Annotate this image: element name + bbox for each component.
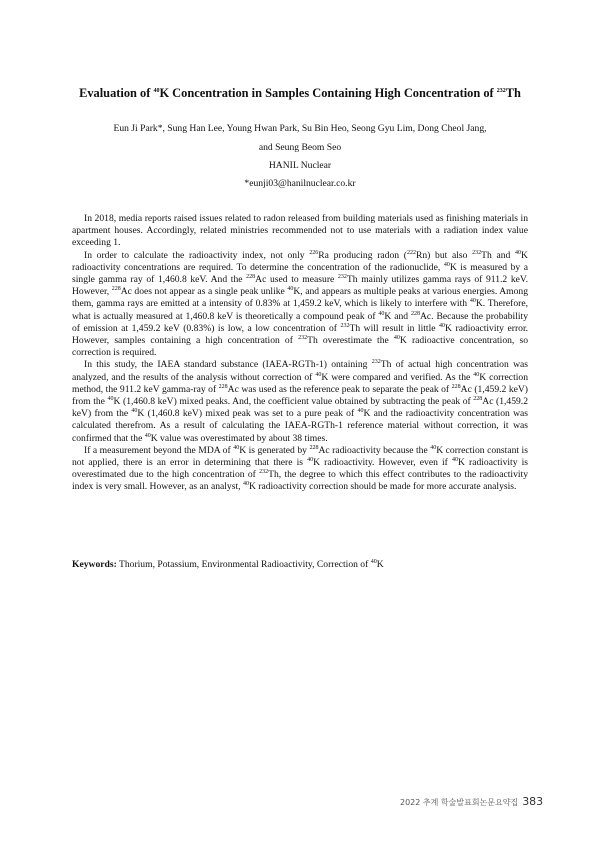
superscript: 228	[473, 395, 483, 402]
text-run: Ac (1,459.2 keV) from the	[72, 383, 528, 408]
text-run: Th and	[481, 249, 516, 261]
superscript: 232	[472, 249, 482, 256]
text-run: K radioactivity correction should be made for more accurate analysis.	[248, 481, 517, 493]
superscript: 228	[218, 383, 228, 390]
paper-title	[40, 86, 560, 101]
keywords-superscript: 40	[370, 558, 377, 565]
text-run: Th, the degree to which this effect contributes to the radioactivity index is very small. However, as an analyst,	[72, 469, 528, 493]
affiliation: HANIL Nuclear	[268, 160, 332, 171]
text-run: Ac. Because the probability of emission at 1,459.2 keV (0.83%) is low, a low concentration of	[72, 310, 529, 334]
superscript: 40	[144, 432, 151, 439]
text-run: Ac does not appear as a single peak unlike	[120, 286, 288, 298]
title-text: K Concentration in Samples Containing High Concentration of	[159, 86, 497, 100]
keywords-end: K	[376, 559, 384, 570]
text-run: K radioactivity. However, even if	[313, 457, 452, 469]
keywords	[72, 559, 528, 570]
page-number: 383	[522, 795, 544, 808]
title-superscript: 232	[496, 87, 506, 94]
text-run: Th overestimate the	[307, 335, 394, 347]
superscript: 228	[111, 286, 121, 293]
superscript: 40	[430, 444, 437, 451]
superscript: 232	[337, 273, 347, 280]
text-run: K (1,460.8 keV) mixed peaks. And, the coefficient value obtained by subtracting the peak of	[113, 396, 474, 408]
text-run: K correction constant is not applied, there is an error in determining that there is	[72, 444, 528, 469]
text-run: Th of actual high concentration was analyzed, and the results of the analysis without correction of	[72, 359, 528, 383]
authors-line-2: and Seung Beom Seo	[258, 142, 342, 153]
text-run: In order to calculate the radioactivity index, not only	[84, 249, 310, 261]
text-run: Th mainly utilizes gamma rays of 911.2 keV. However,	[72, 274, 528, 298]
footer-text: 2022 추계 학술발표회논문요약집	[400, 798, 519, 807]
text-run: Ra producing radon (	[318, 249, 407, 261]
superscript: 228	[410, 310, 420, 317]
superscript: 40	[378, 310, 385, 317]
superscript: 40	[131, 408, 138, 415]
abstract-paragraph	[72, 445, 528, 494]
superscript: 232	[340, 322, 350, 329]
text-run: Th will result in little	[349, 322, 440, 334]
superscript: 232	[298, 334, 308, 341]
text-run: K is generated by	[239, 444, 310, 456]
superscript: 40	[443, 261, 450, 268]
abstract-paragraph	[72, 359, 528, 444]
superscript: 40	[473, 371, 480, 378]
superscript: 222	[406, 249, 416, 256]
title-text: Th	[505, 86, 521, 100]
text-run: Ac (1,459.2 keV) from the	[72, 396, 529, 420]
keywords-label: Keywords:	[72, 559, 117, 570]
page-footer	[400, 795, 544, 808]
superscript: 40	[451, 456, 458, 463]
text-run: K and	[384, 310, 411, 322]
keywords-text: Thorium, Potassium, Environmental Radioactivity, Correction of	[116, 559, 371, 570]
text-run: Ac radioactivity because the	[318, 444, 431, 456]
superscript: 40	[233, 444, 240, 451]
superscript: 40	[357, 408, 364, 415]
abstract-paragraph	[72, 213, 528, 250]
superscript: 40	[107, 395, 114, 402]
authors-line-1: Eun Ji Park*, Sung Han Lee, Young Hwan Park, Su Bin Heo, Seong Gyu Lim, Dong Cheol Jang,	[113, 123, 487, 134]
text-run: K value was overestimated by about 38 times.	[150, 432, 328, 444]
text-run: In this study, the IAEA standard substance (IAEA-RGTh-1) ontaining	[84, 359, 372, 371]
email: *eunji03@hanilnuclear.co.kr	[244, 178, 356, 189]
text-run: Rn) but also	[415, 249, 473, 261]
text-run: K were compared and verified. As the	[321, 371, 474, 383]
superscript: 40	[315, 371, 322, 378]
superscript: 226	[309, 249, 319, 256]
superscript: 40	[242, 481, 249, 488]
text-run: Ac used to measure	[255, 274, 338, 286]
superscript: 40	[439, 322, 446, 329]
text-run: K correction method, the 911.2 keV gamma-ray of	[72, 371, 528, 395]
superscript: 40	[307, 456, 314, 463]
superscript: 232	[371, 359, 381, 366]
superscript: 40	[287, 286, 294, 293]
text-run: K radioactivity concentrations are required. To determine the concentration of the radionuclide,	[72, 249, 528, 273]
title-text: Evaluation of	[79, 86, 154, 100]
text-run: K and the radioactivity concentration was calculated therefrom. As a result of calculating the IAEA-RGTh-1 reference material without correction, it was confirmed that the	[72, 408, 528, 444]
text-run: In 2018, media reports raised issues related to radon released from building materials used as finishing materials in apartment houses. Accordingly, related ministries recommended not to use materials with a radiation index value exceeding 1.	[72, 213, 528, 249]
superscript: 40	[469, 298, 476, 305]
text-run: K radioactive concentration, so correction is required.	[72, 335, 528, 359]
text-run: K radioactivity is overestimated due to the high concentration of	[72, 457, 529, 481]
superscript: 40	[393, 334, 400, 341]
abstract-body	[72, 213, 528, 494]
title-superscript: 40	[153, 87, 160, 94]
text-run: K is measured by a single gamma ray of 1,460.8 keV. And the	[72, 261, 528, 286]
superscript: 232	[259, 469, 269, 476]
superscript: 228	[451, 383, 461, 390]
superscript: 228	[246, 273, 256, 280]
text-run: K, and appears as multiple peaks at various energies. Among them, gamma rays are emitted at a intensity of 0.83% at 1,459.2 keV, which is likely to interfere with	[72, 286, 529, 310]
superscript: 40	[515, 249, 522, 256]
text-run: K radioactivity error. However, samples containing a high concentration of	[72, 322, 529, 347]
text-run: K (1,460.8 keV) mixed peak was set to a pure peak of	[137, 408, 358, 420]
superscript: 228	[309, 444, 319, 451]
abstract-paragraph	[72, 250, 528, 360]
text-run: K. Therefore, what is actually measured at 1,460.8 keV is theoretically a compound peak of	[72, 298, 528, 322]
text-run: Ac was used as the reference peak to separate the peak of	[227, 383, 452, 395]
text-run: If a measurement beyond the MDA of	[84, 444, 234, 456]
